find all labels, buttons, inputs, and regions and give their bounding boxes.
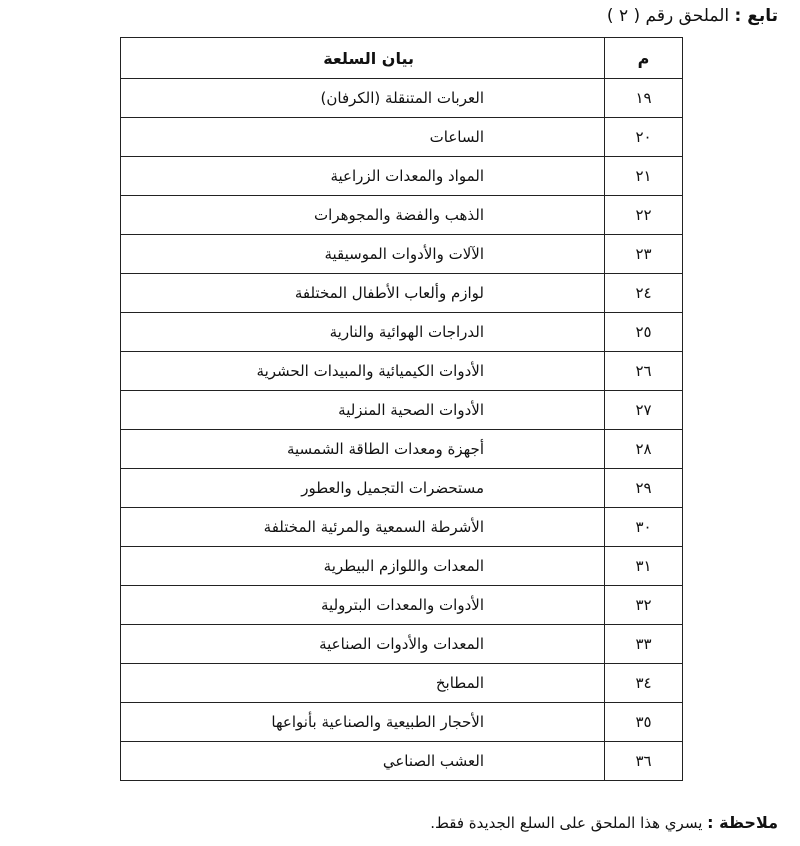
row-goods-description: أجهزة ومعدات الطاقة الشمسية [121,430,605,469]
row-number: ٢٩ [605,469,683,508]
row-goods-description: الذهب والفضة والمجوهرات [121,196,605,235]
row-goods-description: الآلات والأدوات الموسيقية [121,235,605,274]
footnote [430,813,778,832]
table-row [121,391,683,430]
table-row [121,352,683,391]
row-number: ٢٤ [605,274,683,313]
row-number: ٣٤ [605,664,683,703]
row-goods-description: العشب الصناعي [121,742,605,781]
row-number: ٢٢ [605,196,683,235]
table-row [121,430,683,469]
row-goods-description: العربات المتنقلة (الكرفان) [121,79,605,118]
row-goods-description: مستحضرات التجميل والعطور [121,469,605,508]
table-row [121,469,683,508]
table-row [121,118,683,157]
row-number: ٢٣ [605,235,683,274]
heading-lead: تابع : [734,6,778,26]
row-number: ٢١ [605,157,683,196]
row-number: ٢٨ [605,430,683,469]
table-row [121,586,683,625]
row-number: ٣٢ [605,586,683,625]
table-row [121,547,683,586]
row-goods-description: الدراجات الهوائية والنارية [121,313,605,352]
page-heading [607,6,778,26]
row-number: ٢٧ [605,391,683,430]
row-number: ٢٠ [605,118,683,157]
table-body [121,79,683,781]
row-goods-description: المواد والمعدات الزراعية [121,157,605,196]
row-number: ٣١ [605,547,683,586]
row-goods-description: المعدات واللوازم البيطرية [121,547,605,586]
header-goods-description: بيان السلعة [121,38,605,79]
row-goods-description: الأدوات والمعدات البترولية [121,586,605,625]
note-label: ملاحظة : [707,813,778,832]
table-row [121,235,683,274]
table-row [121,274,683,313]
row-number: ٢٥ [605,313,683,352]
table-row [121,742,683,781]
row-goods-description: الأشرطة السمعية والمرئية المختلفة [121,508,605,547]
row-goods-description: الساعات [121,118,605,157]
header-number: م [605,38,683,79]
table-row [121,625,683,664]
row-goods-description: المعدات والأدوات الصناعية [121,625,605,664]
row-number: ٣٥ [605,703,683,742]
row-goods-description: المطابخ [121,664,605,703]
row-goods-description: الأدوات الكيميائية والمبيدات الحشرية [121,352,605,391]
row-number: ١٩ [605,79,683,118]
row-number: ٣٠ [605,508,683,547]
heading-annex-title: الملحق رقم ( ٢ ) [606,6,730,26]
row-number: ٢٦ [605,352,683,391]
goods-table [120,37,683,781]
row-number: ٣٣ [605,625,683,664]
table-row [121,508,683,547]
table-row [121,79,683,118]
row-number: ٣٦ [605,742,683,781]
row-goods-description: الأدوات الصحية المنزلية [121,391,605,430]
table-header-row [121,38,683,79]
table-row [121,703,683,742]
table-row [121,196,683,235]
table-row [121,664,683,703]
note-text: يسري هذا الملحق على السلع الجديدة فقط. [430,814,703,832]
row-goods-description: لوازم وألعاب الأطفال المختلفة [121,274,605,313]
table-row [121,313,683,352]
row-goods-description: الأحجار الطبيعية والصناعية بأنواعها [121,703,605,742]
table-row [121,157,683,196]
